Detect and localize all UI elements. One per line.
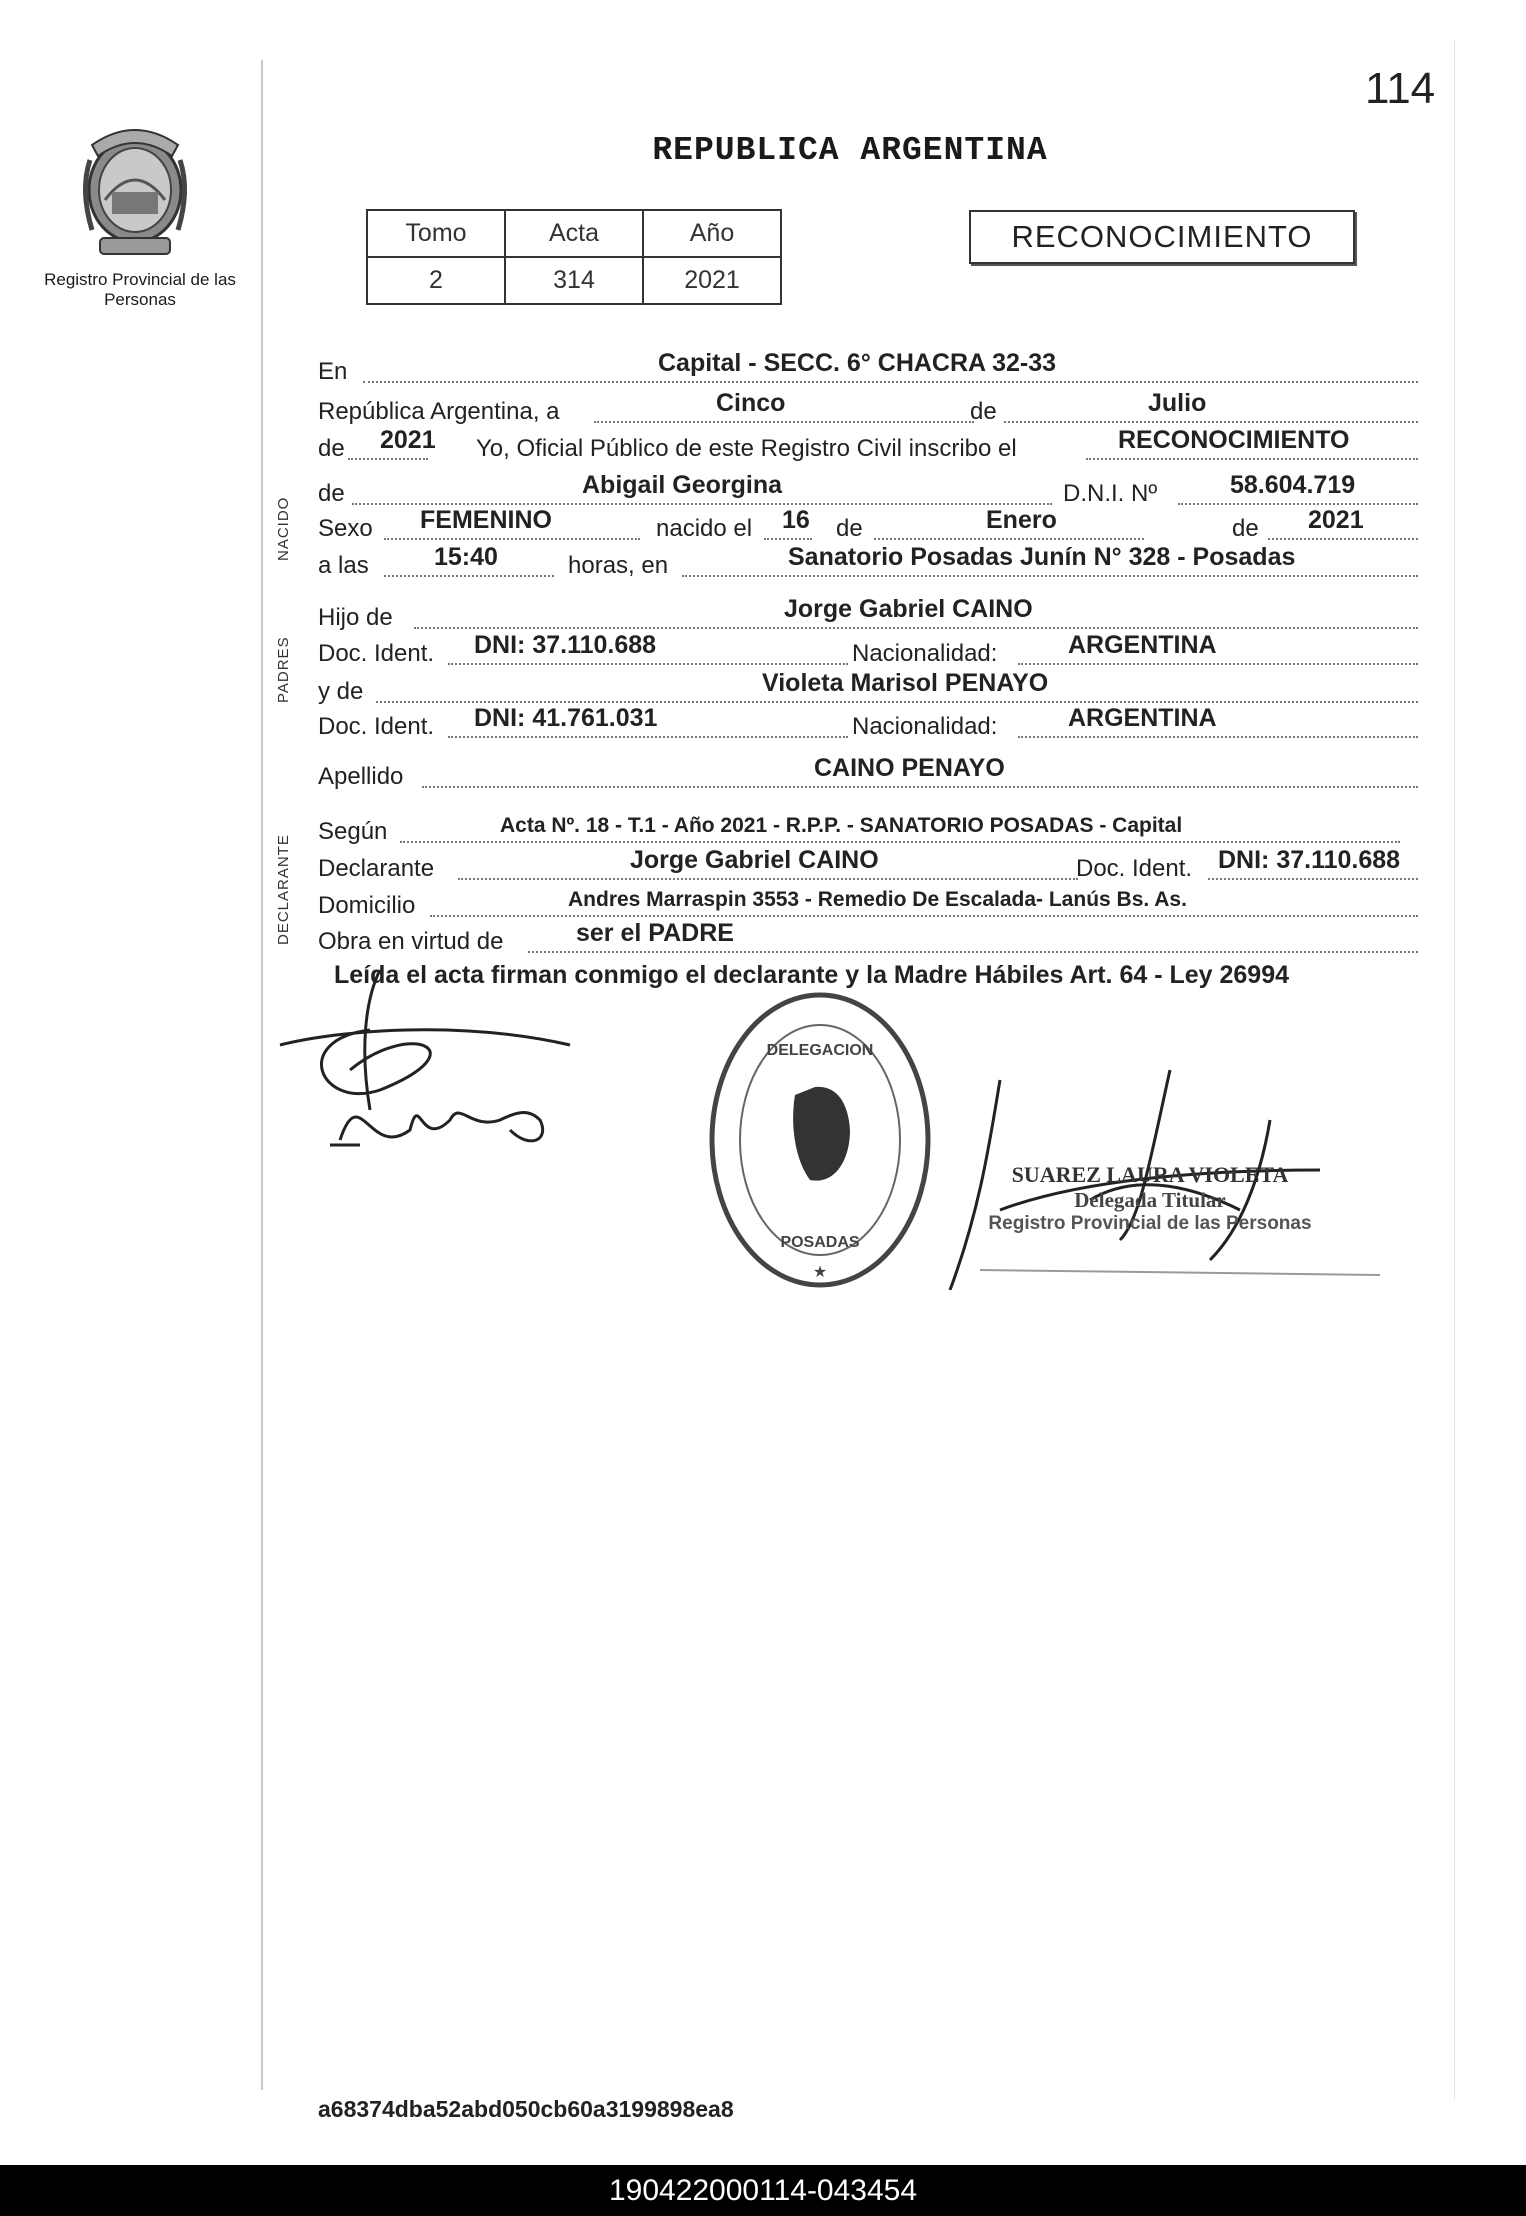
dotted-line xyxy=(682,575,1418,577)
dotted-line xyxy=(1018,736,1418,738)
dotted-line xyxy=(874,538,1144,540)
row-sexo xyxy=(318,506,1418,543)
dotted-line xyxy=(458,878,1078,880)
row-doc1 xyxy=(318,631,1418,668)
value-mother: Violeta Marisol PENAYO xyxy=(762,669,1049,697)
side-label-nacido: NACIDO xyxy=(275,496,292,561)
dotted-line xyxy=(376,701,1418,703)
dotted-line xyxy=(1086,458,1418,460)
official-seal-stamp xyxy=(700,985,950,1295)
dotted-line xyxy=(594,421,974,423)
row-name xyxy=(318,471,1418,508)
dotted-line xyxy=(528,951,1418,953)
label-domicilio: Domicilio xyxy=(318,892,416,919)
dotted-line xyxy=(414,627,1418,629)
document-hash: a68374dba52abd050cb60a3199898ea8 xyxy=(318,2096,734,2122)
value-birth-day: 16 xyxy=(782,506,810,534)
row-alas xyxy=(318,543,1418,580)
dotted-line xyxy=(384,538,640,540)
registry-table xyxy=(366,209,782,305)
dotted-line xyxy=(430,915,1418,917)
logo-caption: Registro Provincial de las Personas xyxy=(44,270,236,309)
value-doc2: DNI: 41.761.031 xyxy=(474,704,658,732)
label-sexo: Sexo xyxy=(318,515,373,542)
row-obra xyxy=(318,919,1418,956)
value-obra: ser el PADRE xyxy=(576,919,734,947)
label-en: En xyxy=(318,358,348,385)
svg-text:DELEGACION: DELEGACION xyxy=(766,1042,874,1059)
label-yde: y de xyxy=(318,678,364,705)
value-apellido: CAINO PENAYO xyxy=(814,754,1005,782)
label-dni: D.N.I. Nº xyxy=(1063,480,1158,507)
value-day: Cinco xyxy=(716,389,786,417)
footer-code: 190422000114-043454 xyxy=(608,2174,918,2207)
label-alas: a las xyxy=(318,552,369,579)
label-de-2: de xyxy=(318,435,345,462)
footer-code-bar xyxy=(0,2165,1526,2216)
row-declarante xyxy=(318,846,1418,883)
registry-value-ano: 2021 xyxy=(643,257,781,304)
dotted-line xyxy=(1208,878,1418,880)
dotted-line xyxy=(363,381,1418,383)
row-en xyxy=(318,349,1418,386)
svg-text:★: ★ xyxy=(812,1264,828,1281)
value-sexo: FEMENINO xyxy=(420,506,552,534)
value-birth-year: 2021 xyxy=(1308,506,1364,534)
label-obra: Obra en virtud de xyxy=(318,928,504,955)
label-apellido: Apellido xyxy=(318,763,404,790)
svg-text:POSADAS: POSADAS xyxy=(780,1234,860,1251)
country-title: REPUBLICA ARGENTINA xyxy=(652,132,1048,169)
value-segun: Acta Nº. 18 - T.1 - Año 2021 - R.P.P. - SANATORIO POSADAS - Capital xyxy=(500,814,1183,837)
label-horas: horas, en xyxy=(568,552,669,579)
dotted-line xyxy=(1178,503,1418,505)
dotted-line xyxy=(384,575,554,577)
label-republica: República Argentina, a xyxy=(318,398,560,425)
registry-header-tomo: Tomo xyxy=(367,210,505,257)
official-title: Delegada Titular xyxy=(1074,1188,1226,1212)
dotted-line xyxy=(348,458,428,460)
closing-statement: Leída el acta firman conmigo el declarante y la Madre Hábiles Art. 64 - Ley 26994 xyxy=(334,961,1290,989)
value-domicilio: Andres Marraspin 3553 - Remedio De Escalada- Lanús Bs. As. xyxy=(568,888,1187,911)
page-number: 114 xyxy=(1365,64,1436,113)
label-doc3: Doc. Ident. xyxy=(1076,855,1193,882)
label-hijo: Hijo de xyxy=(318,604,393,631)
label-de-4: de xyxy=(836,515,863,542)
value-doc1: DNI: 37.110.688 xyxy=(474,631,657,659)
side-label-padres: PADRES xyxy=(275,636,292,703)
dotted-line xyxy=(1004,421,1418,423)
value-inscribo: RECONOCIMIENTO xyxy=(1118,426,1350,454)
official-signature-block xyxy=(985,1162,1315,1235)
value-month: Julio xyxy=(1148,389,1207,417)
row-republica xyxy=(318,389,1418,426)
label-de-5: de xyxy=(1232,515,1259,542)
label-inscribo: Yo, Oficial Público de este Registro Civil inscribo el xyxy=(476,435,1017,462)
dotted-line xyxy=(352,503,1052,505)
label-segun: Según xyxy=(318,818,388,845)
right-margin-rule xyxy=(1454,40,1455,2100)
value-place: Sanatorio Posadas Junín N° 328 - Posadas xyxy=(788,543,1296,571)
value-en: Capital - SECC. 6° CHACRA 32-33 xyxy=(658,349,1057,377)
province-coat-of-arms-logo xyxy=(70,120,200,270)
record-type-box: RECONOCIMIENTO xyxy=(969,210,1355,264)
row-hijo xyxy=(318,595,1418,632)
row-apellido xyxy=(318,754,1418,791)
official-organization: Registro Provincial de las Personas xyxy=(988,1213,1312,1234)
value-name: Abigail Georgina xyxy=(582,471,783,499)
dotted-line xyxy=(764,538,812,540)
value-time: 15:40 xyxy=(434,543,498,571)
registry-header-acta: Acta xyxy=(505,210,643,257)
value-birth-month: Enero xyxy=(986,506,1057,534)
side-label-declarante: DECLARANTE xyxy=(275,834,292,945)
label-nac1: Nacionalidad: xyxy=(852,640,998,667)
label-doc2: Doc. Ident. xyxy=(318,713,435,740)
official-name: SUAREZ LAURA VIOLETA xyxy=(1011,1162,1289,1187)
row-inscribo xyxy=(318,426,1418,463)
row-segun xyxy=(318,814,1418,846)
dotted-line xyxy=(400,841,1400,843)
dotted-line xyxy=(448,663,848,665)
declarant-signature xyxy=(260,960,600,1190)
value-father: Jorge Gabriel CAINO xyxy=(784,595,1033,623)
label-nac2: Nacionalidad: xyxy=(852,713,998,740)
value-declarante: Jorge Gabriel CAINO xyxy=(630,846,879,874)
dotted-line xyxy=(422,786,1418,788)
label-nacido: nacido el xyxy=(656,515,753,542)
value-dni: 58.604.719 xyxy=(1230,471,1356,499)
registry-header-ano: Año xyxy=(643,210,781,257)
dotted-line xyxy=(1268,538,1418,540)
row-doc2 xyxy=(318,704,1418,741)
label-de: de xyxy=(970,398,997,425)
label-declarante: Declarante xyxy=(318,855,435,882)
value-year: 2021 xyxy=(380,426,436,454)
value-doc3: DNI: 37.110.688 xyxy=(1218,846,1401,874)
registry-value-acta: 314 xyxy=(505,257,643,304)
registry-value-tomo: 2 xyxy=(367,257,505,304)
row-domicilio xyxy=(318,888,1418,920)
dotted-line xyxy=(1018,663,1418,665)
label-doc1: Doc. Ident. xyxy=(318,640,435,667)
row-yde xyxy=(318,669,1418,706)
label-de-3: de xyxy=(318,480,345,507)
dotted-line xyxy=(448,736,848,738)
value-nac2: ARGENTINA xyxy=(1068,704,1217,732)
value-nac1: ARGENTINA xyxy=(1068,631,1217,659)
